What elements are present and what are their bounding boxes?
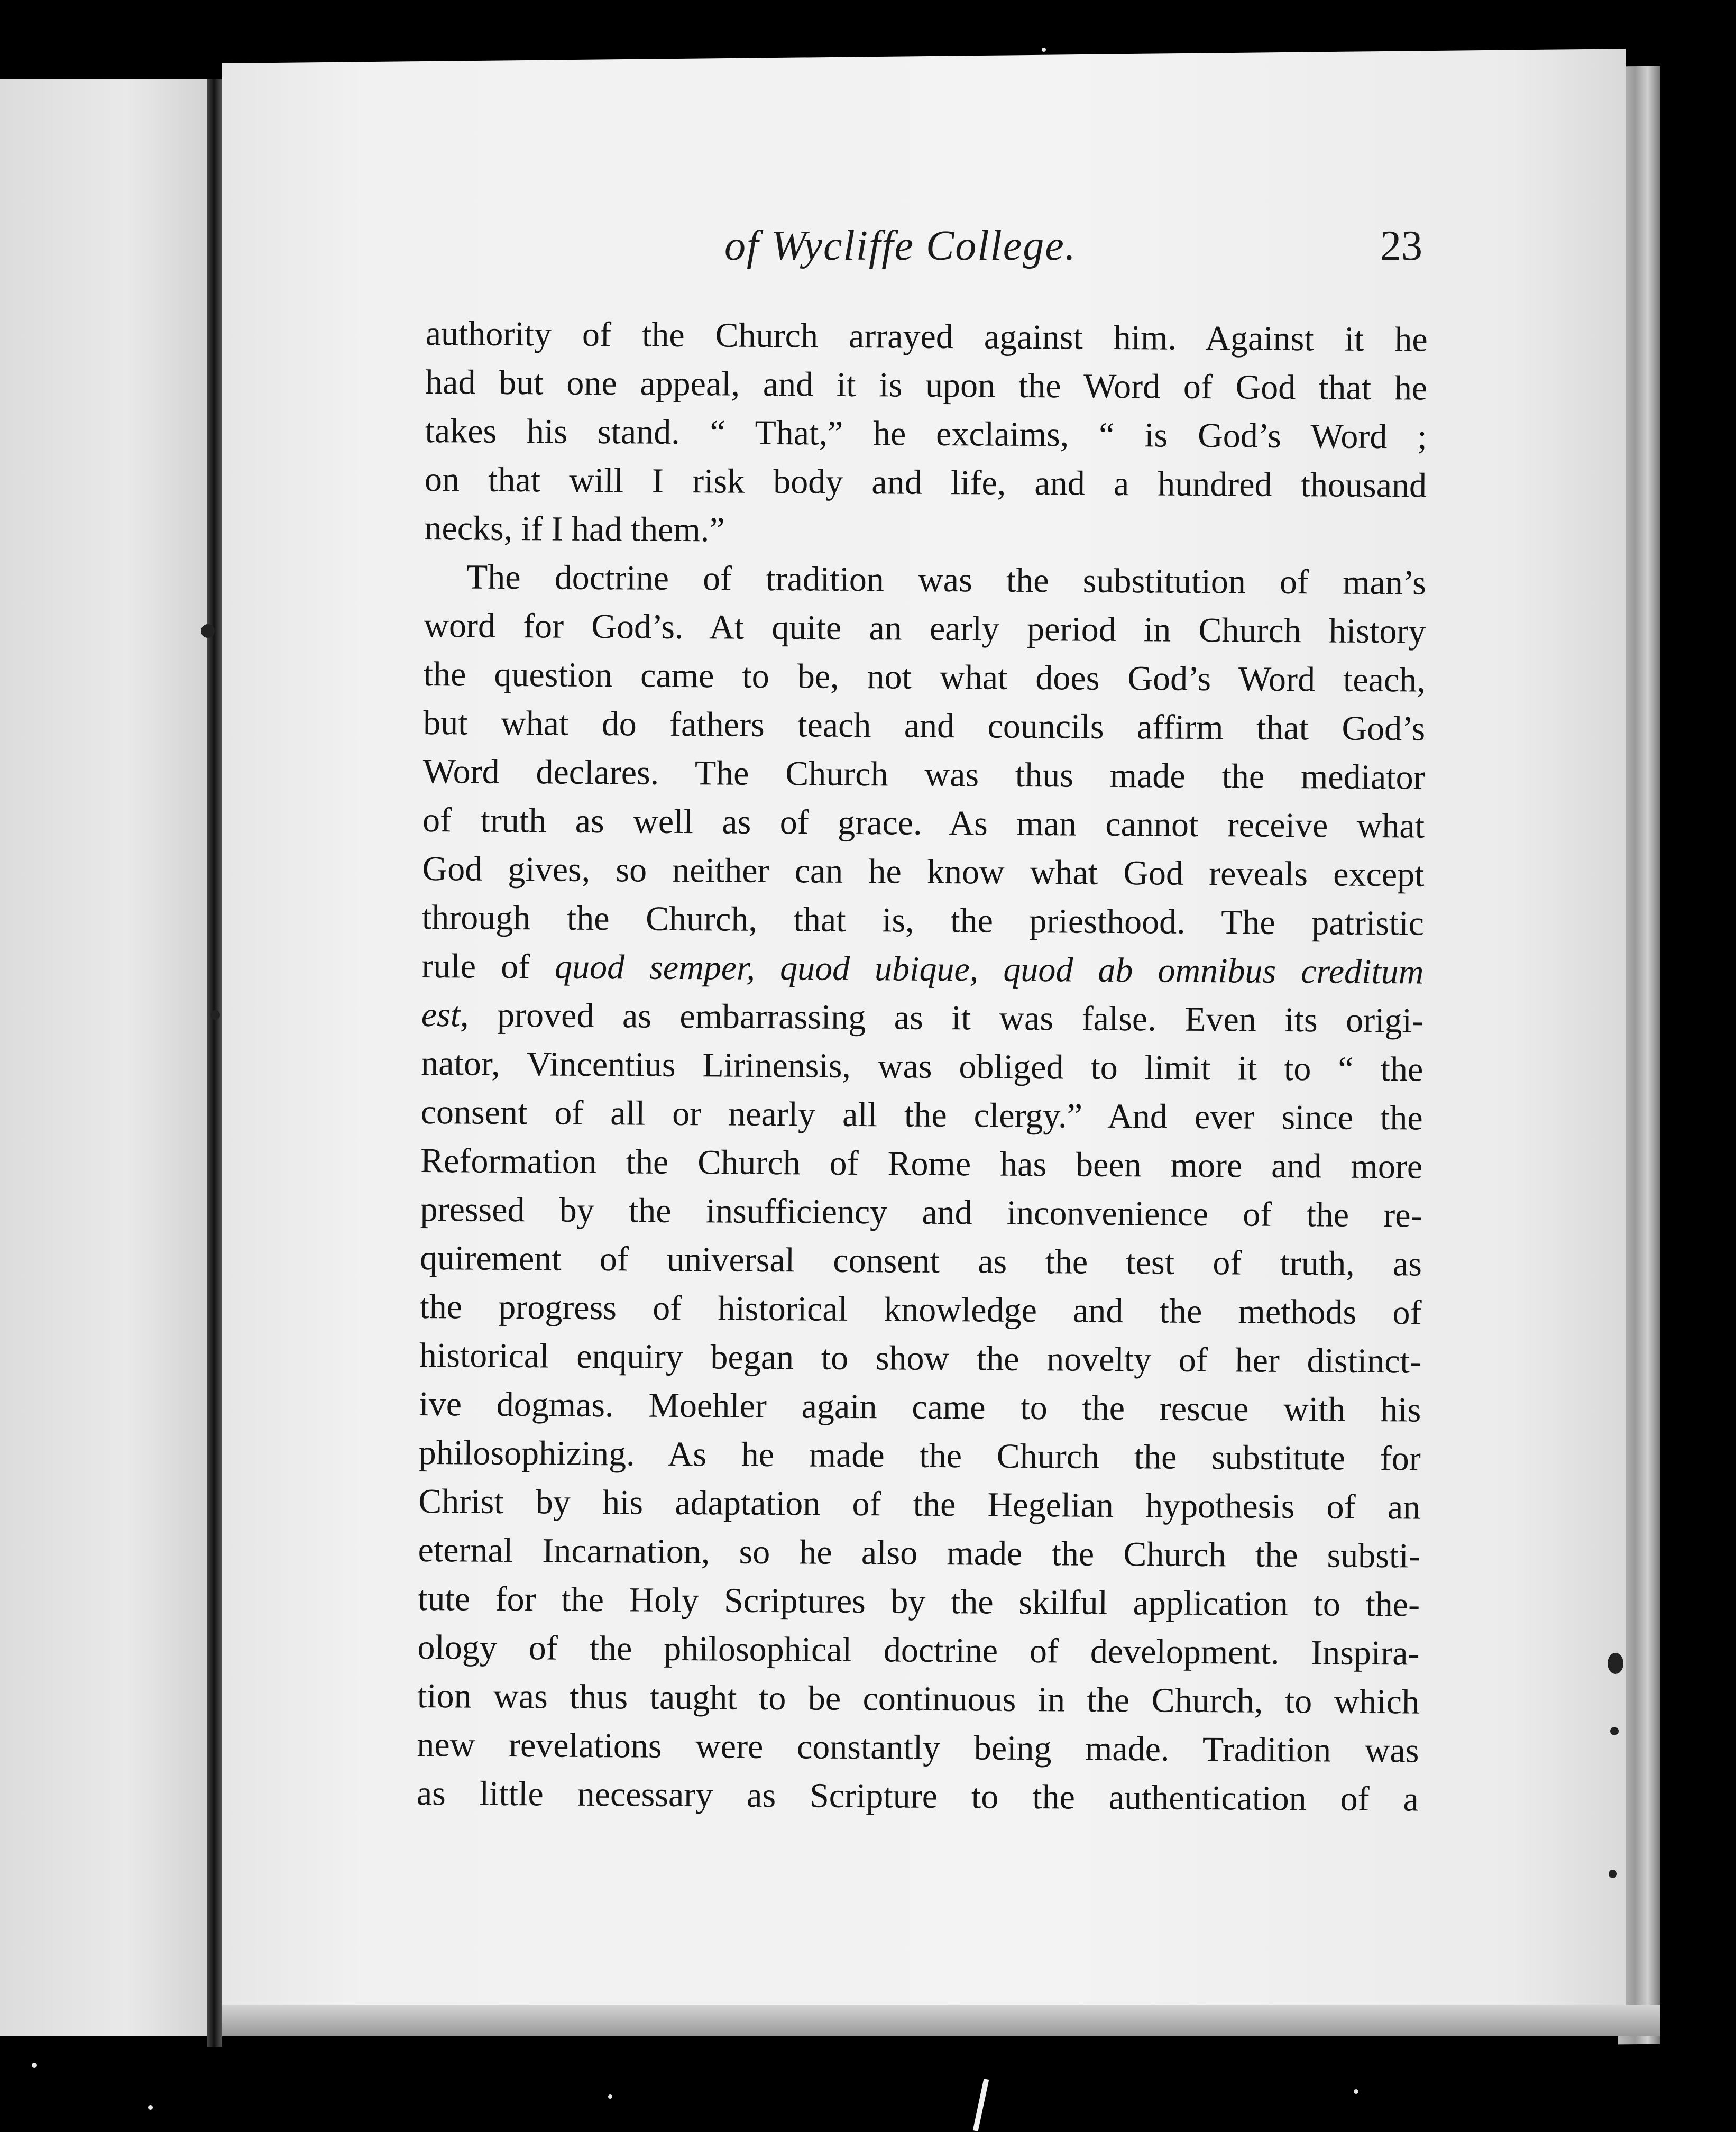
speck	[608, 2094, 612, 2099]
speck	[1354, 2089, 1358, 2094]
text-line: necks, if I had them.”	[424, 508, 725, 550]
latin-quotation-end: est	[421, 995, 461, 1035]
text-line: The doctrine of tradition was the substitution of man’s	[466, 557, 1427, 602]
margin-speck	[1609, 1870, 1617, 1878]
speck	[1042, 48, 1046, 52]
text-line: Word declares. The Church was thus made the mediator	[422, 752, 1425, 797]
page-header	[724, 222, 1422, 286]
text-line: authority of the Church arrayed against him. Against it he	[425, 314, 1428, 359]
scan-mark	[973, 2079, 989, 2131]
text-line: new revelations were constantly being made. Tradition was	[417, 1725, 1419, 1770]
text-line: philosophizing. As he made the Church the substitute for	[418, 1433, 1421, 1478]
page-bottom-edge	[222, 2005, 1660, 2036]
text-line: eternal Incarnation, so he also made the Church the substi-	[418, 1530, 1420, 1576]
text-line: quirement of universal consent as the test of truth, as	[419, 1238, 1422, 1284]
text-line: as little necessary as Scripture to the authentication of a	[416, 1773, 1419, 1819]
text-line: Reformation the Church of Rome has been more and more	[420, 1141, 1423, 1186]
body-text	[417, 309, 1428, 1824]
text-line: had but one appeal, and it is upon the Word of God that he	[425, 362, 1428, 408]
text-line: the question came to be, not what does God’s Word teach,	[423, 654, 1426, 700]
facing-page	[0, 79, 212, 2036]
text-line: tion was thus taught to be continuous in the Church, to which	[417, 1676, 1420, 1722]
text-line: nator, Vincentius Lirinensis, was obliged to limit it to “ the	[421, 1044, 1423, 1089]
text-line: consent of all or nearly all the clergy.” And ever since the	[420, 1092, 1423, 1138]
text-line-latin	[421, 942, 1424, 997]
speck	[32, 2063, 37, 2068]
margin-speck	[201, 624, 215, 638]
page-number: 23	[1380, 223, 1422, 269]
text-line: pressed by the insufficiency and inconvenience of the re-	[420, 1189, 1422, 1235]
text-line: takes his stand. “ That,” he exclaims, “ is God’s Word ;	[425, 411, 1427, 456]
margin-speck	[1610, 1727, 1619, 1735]
book-gutter	[207, 79, 222, 2047]
margin-speck	[210, 1010, 220, 1020]
text-line: but what do fathers teach and councils affirm that God’s	[423, 703, 1426, 748]
text-line: tute for the Holy Scriptures by the skilful application to the-	[417, 1579, 1420, 1624]
margin-speck	[1608, 1653, 1623, 1674]
text-fragment: , proved as embarrassing as it was false. Even its origi-	[460, 995, 1424, 1040]
text-line: God gives, so neither can he know what God reveals except	[422, 849, 1425, 894]
text-line: of truth as well as of grace. As man cannot receive what	[422, 800, 1425, 846]
text-line: on that will I risk body and life, and a hundred thousand	[424, 460, 1427, 505]
text-line: ive dogmas. Moehler again came to the rescue with his	[419, 1384, 1421, 1430]
text-line: ology of the philosophical doctrine of development. Inspira-	[417, 1627, 1420, 1673]
text-line	[421, 991, 1424, 1046]
latin-quotation: quod semper, quod ubique, quod ab omnibus creditum	[554, 947, 1424, 992]
text-line: historical enquiry began to show the novelty of her distinct-	[419, 1335, 1422, 1381]
speck	[148, 2105, 153, 2110]
running-title: of Wycliffe College.	[724, 223, 1077, 269]
text-fragment: rule of	[421, 946, 530, 986]
text-line: the progress of historical knowledge and the methods of	[419, 1287, 1422, 1332]
text-line: word for God’s. At quite an early period in Church history	[424, 606, 1426, 651]
text-line: through the Church, that is, the priesthood. The patristic	[421, 898, 1425, 943]
text-line: Christ by his adaptation of the Hegelian hypothesis of an	[418, 1481, 1421, 1527]
